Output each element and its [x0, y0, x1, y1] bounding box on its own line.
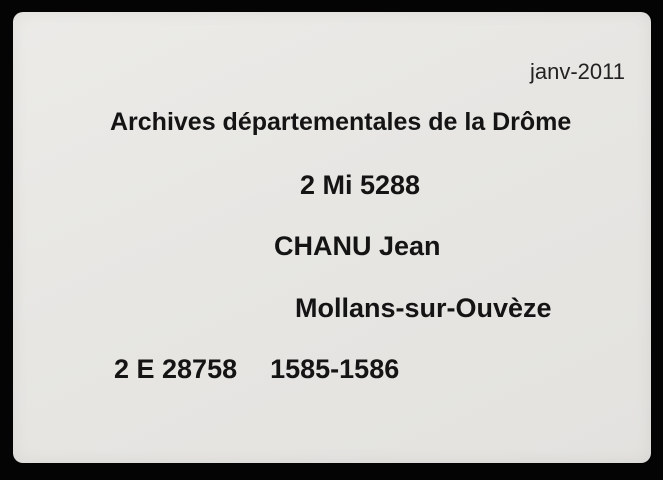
date-stamp: janv-2011	[530, 59, 625, 84]
date-range: 1585-1586	[270, 354, 400, 384]
tab-gap	[237, 356, 270, 383]
microfilm-title-card	[13, 12, 651, 463]
microfilm-reference: 2 Mi 5288	[300, 170, 421, 200]
reference-line	[114, 356, 399, 383]
archive-reference: 2 E 28758	[114, 354, 238, 384]
archive-title: Archives départementales de la Drôme	[110, 108, 572, 136]
person-name: CHANU Jean	[274, 231, 441, 261]
place-name: Mollans-sur-Ouvèze	[295, 293, 552, 323]
